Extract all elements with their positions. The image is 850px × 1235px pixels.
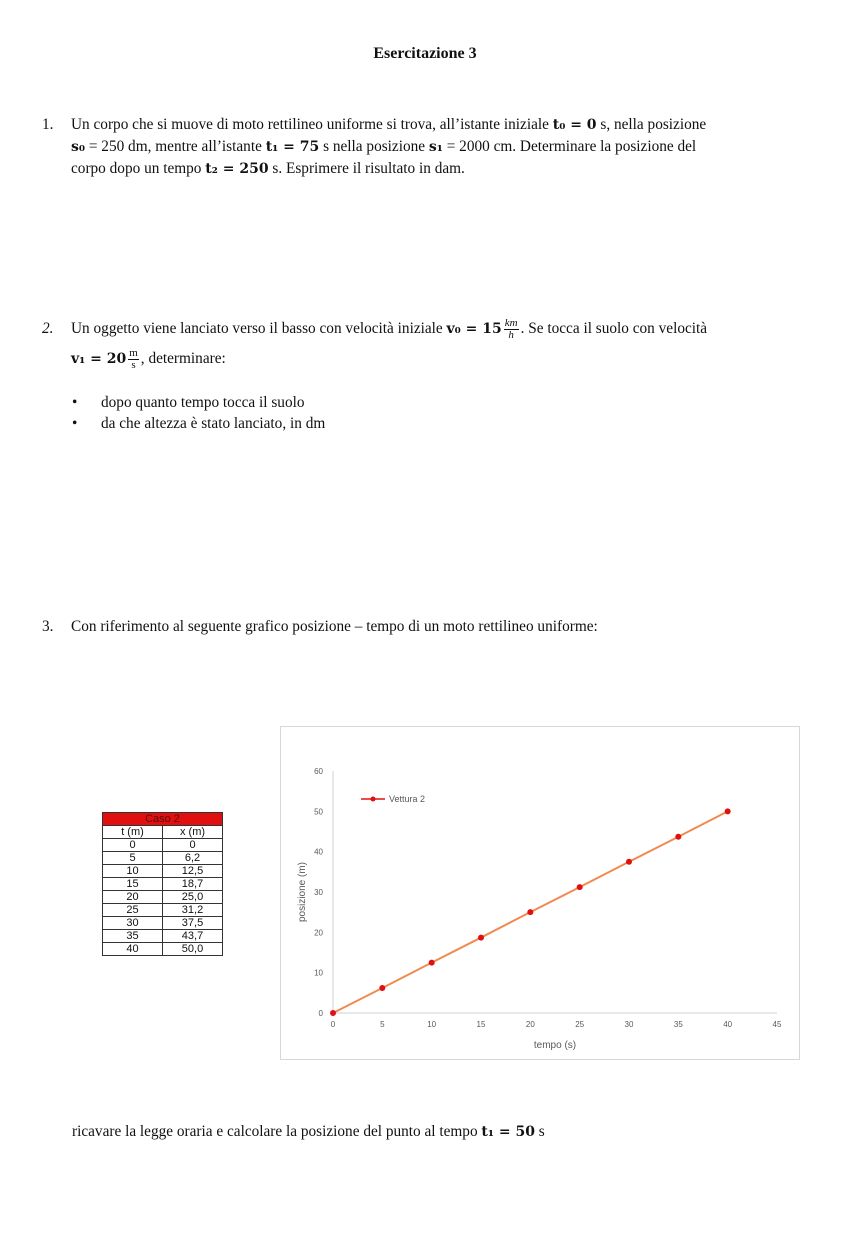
math-s0: s₀	[71, 139, 86, 155]
text-span: . Se tocca il suolo con velocità	[520, 320, 708, 337]
table-row	[103, 865, 223, 878]
math-t0: t₀ = 0	[552, 117, 597, 133]
table-cell: 30	[103, 917, 163, 930]
text-span: , determinare:	[140, 350, 226, 367]
table-header: x (m)	[163, 826, 223, 839]
data-point	[330, 1010, 336, 1016]
data-point	[429, 960, 435, 966]
y-tick-label: 40	[314, 847, 323, 857]
table-cell: 5	[103, 852, 163, 865]
table-cell: 31,2	[163, 904, 223, 917]
exercise-3-text: Con riferimento al seguente grafico posizione – tempo di un moto rettilineo uniforme:	[71, 618, 598, 635]
exercise-1	[42, 114, 802, 180]
table-row	[103, 930, 223, 943]
table-cell: 40	[103, 943, 163, 956]
table-row	[103, 904, 223, 917]
legend-label: Vettura 2	[389, 794, 426, 804]
table-header-row	[103, 826, 223, 839]
y-axis-label: posizione (m)	[297, 861, 308, 923]
text-span: s, nella posizione	[596, 116, 707, 133]
text-span: corpo dopo un tempo	[71, 160, 206, 177]
chart-container	[280, 726, 800, 1060]
text-span: Un oggetto viene lanciato verso il basso con velocità iniziale	[71, 320, 447, 337]
y-tick-label: 20	[314, 928, 323, 938]
table-row	[103, 891, 223, 904]
list-item	[72, 392, 325, 413]
x-tick-label: 30	[624, 1020, 634, 1029]
data-point	[527, 909, 533, 915]
text-span: = 2000 cm. Determinare la posizione del	[442, 138, 697, 155]
fraction-denominator: s	[131, 358, 136, 371]
x-tick-label: 35	[673, 1020, 683, 1029]
math-t1: t₁ = 75	[265, 139, 320, 155]
table-row	[103, 878, 223, 891]
data-point	[626, 859, 632, 865]
text-span: s. Esprimere il risultato in dam.	[268, 160, 465, 177]
x-tick-label: 0	[330, 1020, 336, 1029]
table-cell: 15	[103, 878, 163, 891]
list-item-text: dopo quanto tempo tocca il suolo	[101, 394, 305, 411]
table-cell: 12,5	[163, 865, 223, 878]
table-cell: 35	[103, 930, 163, 943]
exercise-3	[42, 616, 802, 638]
text-span: = 250 dm, mentre all’istante	[85, 138, 266, 155]
data-point	[675, 834, 681, 840]
text-span: s	[534, 1123, 545, 1140]
fraction-km-h	[504, 318, 519, 341]
math-t2: t₂ = 250	[205, 161, 269, 177]
bullet-icon: •	[72, 415, 78, 432]
x-tick-label: 15	[476, 1020, 486, 1029]
table-cell: 18,7	[163, 878, 223, 891]
text-span: ricavare la legge oraria e calcolare la posizione del punto al tempo	[72, 1123, 482, 1140]
table-cell: 0	[103, 839, 163, 852]
y-tick-label: 30	[314, 888, 323, 897]
x-tick-label: 5	[380, 1020, 385, 1029]
exercise-number: 2.	[42, 320, 54, 337]
table-header: t (m)	[103, 826, 163, 839]
data-point	[379, 985, 385, 991]
math-t1: t₁ = 50	[481, 1124, 535, 1140]
list-item	[72, 413, 325, 434]
table-cell: 20	[103, 891, 163, 904]
text-span: Un corpo che si muove di moto rettilineo uniforme si trova, all’istante iniziale	[71, 116, 553, 133]
x-tick-label: 25	[575, 1020, 585, 1029]
math-s1: s₁	[428, 139, 443, 155]
table-cell: 10	[103, 865, 163, 878]
y-tick-label: 50	[314, 807, 323, 817]
table-row	[103, 839, 223, 852]
table-caption: Caso 2	[103, 813, 223, 826]
table-cell: 37,5	[163, 917, 223, 930]
y-tick-label: 10	[314, 968, 323, 978]
table-row	[103, 943, 223, 956]
data-point	[725, 808, 731, 814]
exercise-2	[42, 314, 802, 374]
y-tick-label: 60	[314, 767, 323, 776]
line-chart	[281, 727, 799, 1059]
table-cell: 0	[163, 839, 223, 852]
data-table	[102, 812, 223, 956]
table-cell: 6,2	[163, 852, 223, 865]
x-axis-label: tempo (s)	[533, 1040, 577, 1051]
exercise-number: 1.	[42, 116, 54, 133]
table-cell: 25	[103, 904, 163, 917]
y-tick-label: 0	[318, 1009, 323, 1018]
exercise-number: 3.	[42, 618, 54, 635]
fraction-m-s	[128, 348, 139, 371]
legend-marker	[371, 797, 376, 802]
bullet-icon: •	[72, 394, 78, 411]
exercise-3-question	[72, 1123, 545, 1141]
math-v1: v₁ = 20	[71, 351, 127, 367]
fraction-denominator: h	[508, 328, 514, 341]
fraction-numerator: km	[504, 316, 518, 329]
x-tick-label: 40	[723, 1020, 733, 1029]
exercise-2-text	[71, 314, 802, 374]
math-v0: v₀ = 15	[446, 321, 502, 337]
table-cell: 50,0	[163, 943, 223, 956]
data-point	[478, 935, 484, 941]
exercise-1-text	[71, 114, 802, 180]
list-item-text: da che altezza è stato lanciato, in dm	[101, 415, 326, 432]
x-tick-label: 45	[772, 1020, 782, 1029]
fraction-numerator: m	[129, 346, 138, 359]
x-tick-label: 10	[427, 1020, 437, 1029]
table-row	[103, 917, 223, 930]
x-tick-label: 20	[525, 1020, 535, 1029]
table-cell: 25,0	[163, 891, 223, 904]
page-title: Esercitazione 3	[373, 45, 477, 62]
data-point	[577, 884, 583, 890]
text-span: s nella posizione	[319, 138, 429, 155]
table-row	[103, 852, 223, 865]
bullet-list	[72, 392, 325, 434]
table-cell: 43,7	[163, 930, 223, 943]
